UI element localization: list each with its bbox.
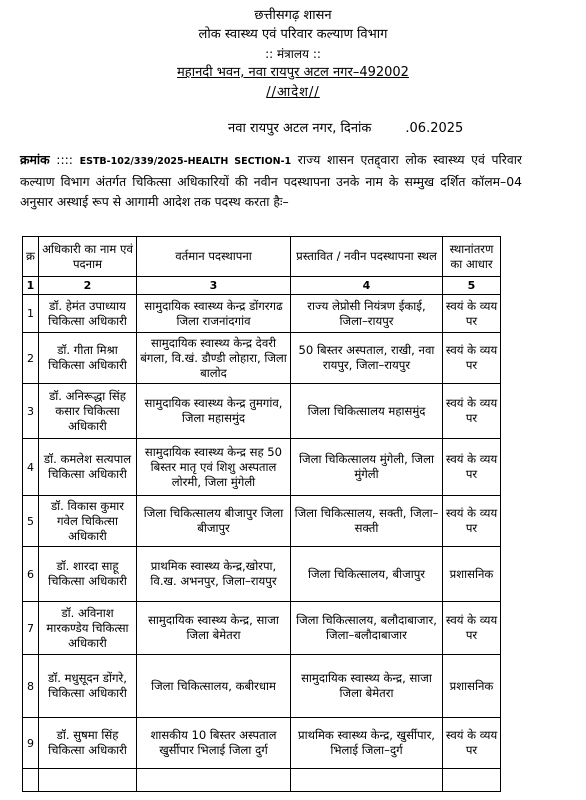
empty-cell: [443, 769, 501, 792]
row-sno: 4: [23, 439, 39, 496]
table-row: [23, 496, 501, 547]
row-current-posting: सामुदायिक स्वास्थ्य केन्द्र डोंगरगढ जिला राजनांदगांव: [137, 295, 291, 333]
table-row: [23, 547, 501, 602]
header-sno: क्र: [23, 237, 39, 277]
row-officer: डॉ. गीता मिश्रा चिकित्सा अधिकारी: [39, 333, 137, 384]
row-officer: डॉ. शारदा साहू चिकित्सा अधिकारी: [39, 547, 137, 602]
row-current-posting: सामुदायिक स्वास्थ्य केन्द्र तुमगांव, जिला महासमुंद: [137, 384, 291, 439]
row-sno: 3: [23, 384, 39, 439]
row-proposed-posting: 50 बिस्तर अस्पताल, राखी, नवा रायपुर, जिला–रायपुर: [291, 333, 443, 384]
row-proposed-posting: जिला चिकित्सालय मुंगेली, जिला मुंगेली: [291, 439, 443, 496]
table-row: [23, 295, 501, 333]
row-officer: डॉ. हेमंत उपाध्याय चिकित्सा अधिकारी: [39, 295, 137, 333]
date-line: [228, 118, 463, 136]
row-current-posting: सामुदायिक स्वास्थ्य केन्द्र, साजा जिला बेमेतरा: [137, 602, 291, 655]
header-order-title: //आदेश//: [266, 85, 320, 100]
row-basis: स्वयं के व्यय पर: [443, 602, 501, 655]
row-current-posting: सामुदायिक स्वास्थ्य केन्द्र सह 50 बिस्तर मातृ एवं शिशु अस्पताल लोरमी, जिला मुंगेली: [137, 439, 291, 496]
row-sno: 9: [23, 718, 39, 769]
row-officer: डॉ. विकास कुमार गवेल चिकित्सा अधिकारी: [39, 496, 137, 547]
header-transfer-basis: स्थानांतरण का आधार: [443, 237, 501, 277]
column-number: 4: [291, 277, 443, 295]
kramank-separator: ::::: [56, 152, 73, 167]
header-proposed-posting: प्रस्तावित / नवीन पदस्थापना स्थल: [291, 237, 443, 277]
row-current-posting: जिला चिकित्सालय बीजापुर जिला बीजापुर: [137, 496, 291, 547]
header-ministry: :: मंत्रालय ::: [265, 47, 321, 61]
row-officer: डॉ. सुषमा सिंह चिकित्सा अधिकारी: [39, 718, 137, 769]
row-basis: प्रशासनिक: [443, 655, 501, 718]
row-sno: 1: [23, 295, 39, 333]
empty-cell: [23, 769, 39, 792]
header-officer: अधिकारी का नाम एवं पदनाम: [39, 237, 137, 277]
kramank-label: क्रमांक: [20, 152, 50, 167]
row-sno: 7: [23, 602, 39, 655]
header-government: छत्तीसगढ़ शासन: [254, 8, 332, 23]
table-row: [23, 439, 501, 496]
posting-table: [22, 236, 501, 792]
date-place: नवा रायपुर अटल नगर, दिनांक: [228, 121, 372, 136]
row-proposed-posting: जिला चिकित्सालय, सक्ती, जिला–सक्ती: [291, 496, 443, 547]
table-row-empty: [23, 769, 501, 792]
row-officer: डॉ. मधुसूदन डोंगरे, चिकित्सा अधिकारी: [39, 655, 137, 718]
row-basis: स्वयं के व्यय पर: [443, 496, 501, 547]
row-basis: स्वयं के व्यय पर: [443, 295, 501, 333]
row-officer: डॉ. अविनाश मारकण्डेय चिकित्सा अधिकारी: [39, 602, 137, 655]
row-basis: प्रशासनिक: [443, 547, 501, 602]
column-number: 1: [23, 277, 39, 295]
row-sno: 6: [23, 547, 39, 602]
order-text: राज्य शासन एतद्द्वारा लोक स्वास्थ्य एवं परिवार कल्याण विभाग अंतर्गत चिकित्सा अधिकारियों की नवीन पदस्थापना उनके नाम के सम्मुख दर्शित कॉलम–04 अनुसार अस्थाई रूप से आगामी आदेश तक पदस्थ करता हैः–: [20, 152, 522, 209]
row-basis: स्वयं के व्यय पर: [443, 384, 501, 439]
column-number: 2: [39, 277, 137, 295]
table-row: [23, 718, 501, 769]
row-proposed-posting: जिला चिकित्सालय, बीजापुर: [291, 547, 443, 602]
row-basis: स्वयं के व्यय पर: [443, 718, 501, 769]
column-number: 3: [137, 277, 291, 295]
table-row: [23, 384, 501, 439]
row-proposed-posting: प्राथमिक स्वास्थ्य केन्द्र, खुर्सीपार, भिलाई जिला–दुर्ग: [291, 718, 443, 769]
row-current-posting: प्राथमिक स्वास्थ्य केन्द्र,खोरपा, वि.ख. अभनपुर, जिला–रायपुर: [137, 547, 291, 602]
header-address: महानदी भवन, नवा रायपुर अटल नगर–492002: [177, 65, 409, 80]
header-department: लोक स्वास्थ्य एवं परिवार कल्याण विभाग: [198, 27, 388, 42]
row-proposed-posting: सामुदायिक स्वास्थ्य केन्द्र, साजा जिला बेमेतरा: [291, 655, 443, 718]
row-current-posting: सामुदायिक स्वास्थ्य केन्द्र देवरी बंगला, वि.खं. डौण्डी लोहारा, जिला बालोद: [137, 333, 291, 384]
column-number: 5: [443, 277, 501, 295]
row-current-posting: शासकीय 10 बिस्तर अस्पताल खुर्सीपार भिलाई जिला दुर्ग: [137, 718, 291, 769]
row-proposed-posting: जिला चिकित्सालय, बलौदाबाजार, जिला–बलौदाबाजार: [291, 602, 443, 655]
table-row: [23, 333, 501, 384]
row-current-posting: जिला चिकित्सालय, कबीरधाम: [137, 655, 291, 718]
order-reference: ESTB-102/339/2025-HEALTH SECTION-1: [79, 156, 292, 167]
row-sno: 5: [23, 496, 39, 547]
row-sno: 8: [23, 655, 39, 718]
column-number-row: [23, 277, 501, 295]
empty-cell: [291, 769, 443, 792]
row-officer: डॉ. कमलेश सत्यपाल चिकित्सा अधिकारी: [39, 439, 137, 496]
row-basis: स्वयं के व्यय पर: [443, 439, 501, 496]
date-value: .06.2025: [405, 121, 464, 136]
empty-cell: [137, 769, 291, 792]
table-header-row: [23, 237, 501, 277]
row-basis: स्वयं के व्यय पर: [443, 333, 501, 384]
table-row: [23, 655, 501, 718]
empty-cell: [39, 769, 137, 792]
table-row: [23, 602, 501, 655]
row-sno: 2: [23, 333, 39, 384]
order-paragraph: [20, 150, 522, 212]
row-proposed-posting: जिला चिकित्सालय महासमुंद: [291, 384, 443, 439]
row-officer: डॉ. अनिरूद्धा सिंह कसार चिकित्सा अधिकारी: [39, 384, 137, 439]
row-proposed-posting: राज्य लेप्रोसी नियंत्रण ईकाई, जिला–रायपुर: [291, 295, 443, 333]
header-current-posting: वर्तमान पदस्थापना: [137, 237, 291, 277]
